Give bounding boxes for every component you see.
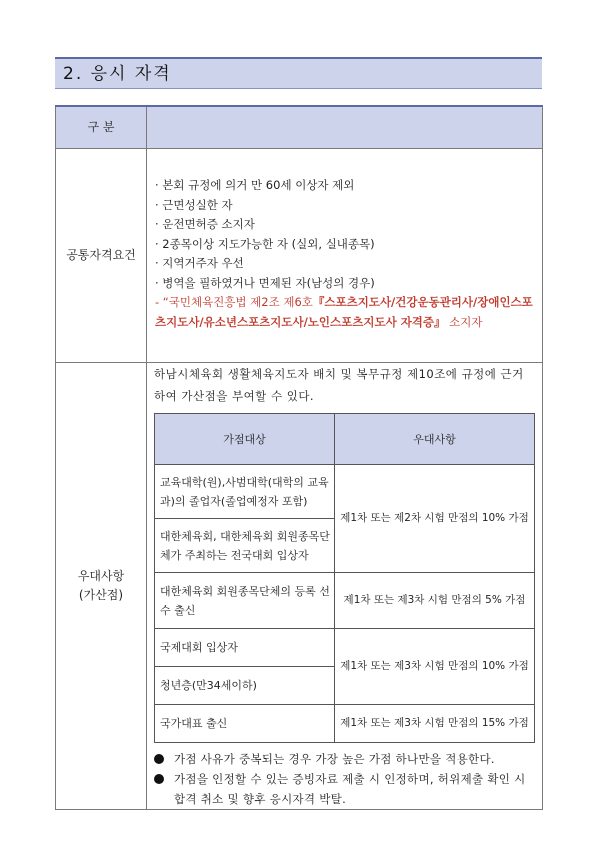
list-item <box>154 769 535 809</box>
preference-intro: 하남시체육회 생활체육지도자 배치 및 복무규정 제10조에 규정에 근거하여 가산점을 부여할 수 있다. <box>154 367 524 403</box>
preference-notes <box>154 749 535 809</box>
preference-label <box>56 363 147 810</box>
section-title: 2. 응시 자격 <box>55 59 542 89</box>
requirement-item: · 병역을 필하였거나 면제된 자(남성의 경우) <box>155 275 375 290</box>
requirement-item: · 운전면허증 소지자 <box>155 217 255 231</box>
requirement-item: · 근면성실한 자 <box>155 197 233 212</box>
preference-label-line2: (가산점) <box>78 588 124 602</box>
bonus-benefit: 제1차 또는 제3차 시험 만점의 5% 가점 <box>335 573 535 629</box>
bonus-target: 국제대회 입상자 <box>155 629 335 667</box>
bonus-target: 교육대학(원),사범대학(대학의 교육과)의 졸업자(졸업예정자 포함) <box>155 465 335 519</box>
category-header <box>56 106 147 149</box>
requirement-item: · 본회 규정에 의거 만 60세 이상자 제외 <box>155 178 355 192</box>
category-header-label: 구 분 <box>87 120 115 134</box>
bullet-icon <box>154 774 164 784</box>
table-row <box>155 629 535 667</box>
common-requirements-row <box>56 149 543 363</box>
preference-label-line1: 우대사항 <box>77 569 125 583</box>
bonus-target-header: 가점대상 <box>155 414 335 465</box>
bullet-icon <box>154 754 164 764</box>
bonus-points-table <box>154 413 535 743</box>
qualification-table <box>55 105 543 810</box>
note-text: 가점을 인정할 수 있는 증빙자료 제출 시 인정하며, 허위제출 확인 시 합격 취소 및 향후 응시자격 박탈. <box>174 772 526 806</box>
table-row <box>155 573 535 629</box>
license-requirement-note <box>155 293 534 332</box>
header-blank-cell <box>147 106 543 149</box>
table-row <box>155 465 535 519</box>
preference-row <box>56 363 543 810</box>
bonus-benefit: 제1차 또는 제3차 시험 만점의 15% 가점 <box>335 705 535 743</box>
bonus-benefit: 제1차 또는 제2차 시험 만점의 10% 가점 <box>335 465 535 573</box>
license-note-prefix: - “국민체육진흥법 제2조 제6호 <box>155 295 313 309</box>
bonus-target: 청년층(만34세이하) <box>155 667 335 705</box>
preference-content <box>147 363 543 810</box>
table-row <box>155 705 535 743</box>
bonus-target: 국가대표 출신 <box>155 705 335 743</box>
license-note-suffix: 소지자 <box>445 314 483 329</box>
common-requirements-label: 공통자격요건 <box>56 149 147 363</box>
requirement-item: · 지역거주자 우선 <box>155 256 244 270</box>
license-note-bold: 『스포츠지도사/건강운동관리사/장애인스포츠지도사/유소년스포츠지도사/노인스포츠지도사 자격증』 <box>155 295 533 329</box>
list-item <box>154 749 535 769</box>
common-requirements-content <box>147 149 543 363</box>
bonus-target: 대한체육회, 대한체육회 회원종목단체가 주최하는 전국대회 입상자 <box>155 519 335 573</box>
bonus-target: 대한체육회 회원종목단체의 등록 선수 출신 <box>155 573 335 629</box>
bonus-benefit: 제1차 또는 제3차 시험 만점의 10% 가점 <box>335 629 535 705</box>
bonus-benefit-header: 우대사항 <box>335 414 535 465</box>
requirement-item: · 2종목이상 지도가능한 자 (실외, 실내종목) <box>155 236 375 251</box>
note-text: 가점 사유가 중복되는 경우 가장 높은 가점 하나만을 적용한다. <box>174 752 495 766</box>
bonus-table-header <box>155 414 535 465</box>
table-header-row <box>56 106 543 149</box>
